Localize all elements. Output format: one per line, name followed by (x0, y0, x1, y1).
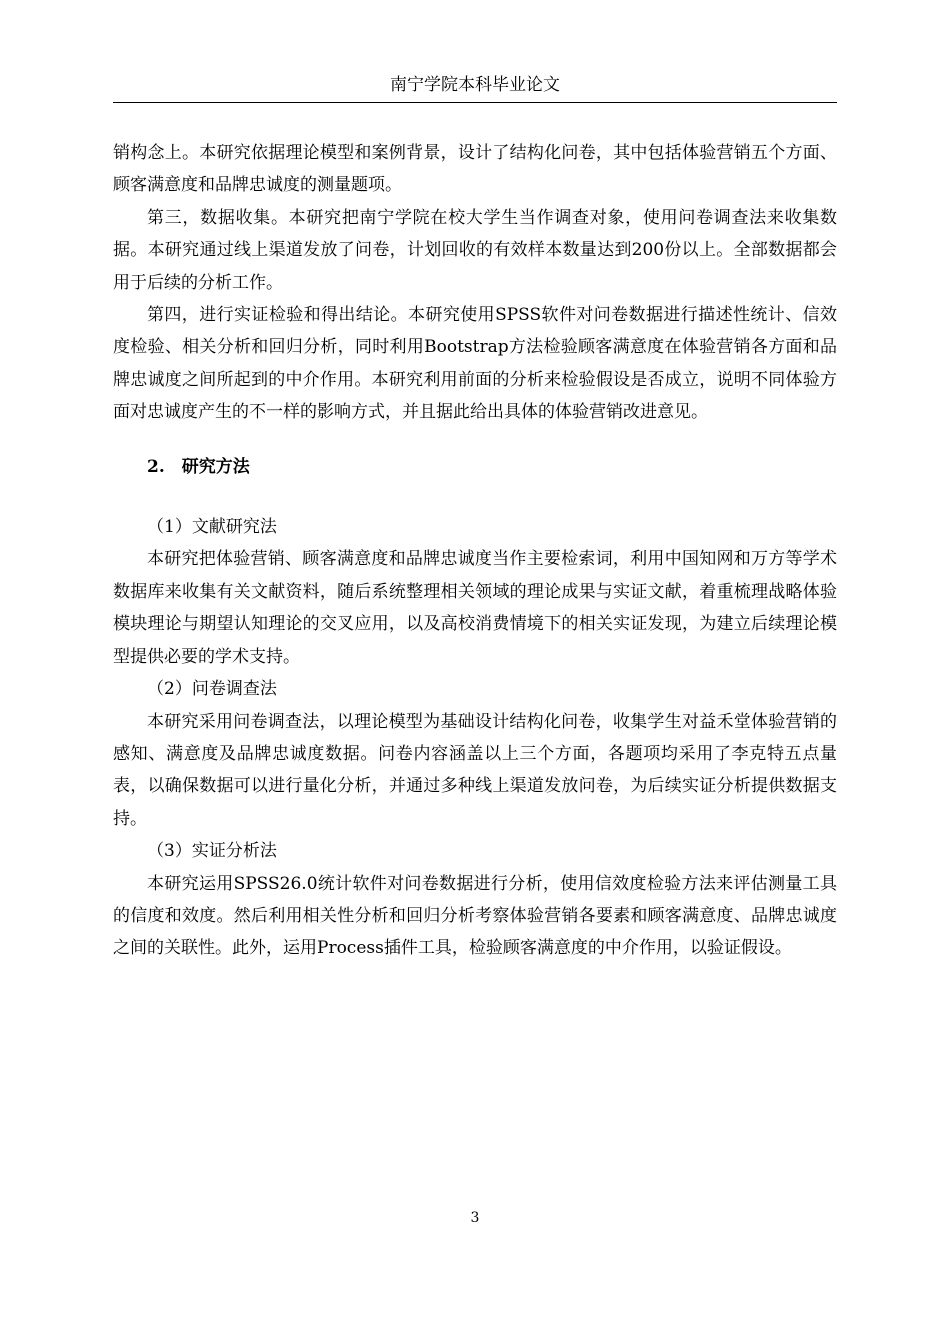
method-text-literature: 本研究把体验营销、顾客满意度和品牌忠诚度当作主要检索词，利用中国知网和万方等学术数据库来收集有关文献资料，随后系统整理相关领域的理论成果与实证文献，着重梳理战略体验模块理论与期望认知理论的交叉应用，以及高校消费情境下的相关实证发现，为建立后续理论模型提供必要的学术支持。 (113, 549, 837, 667)
header-rule (113, 102, 837, 103)
method-title-empirical: （3）实证分析法 (147, 841, 277, 862)
method-text-questionnaire: 本研究采用问卷调查法，以理论模型为基础设计结构化问卷，收集学生对益禾堂体验营销的感知、满意度及品牌忠诚度数据。问卷内容涵盖以上三个方面，各题项均采用了李克特五点量表，以确保数据可以进行量化分析，并通过多种线上渠道发放问卷，为后续实证分析提供数据支持。 (113, 711, 837, 829)
method-title-questionnaire: （2）问卷调查法 (147, 679, 277, 700)
page-header: 南宁学院本科毕业论文 (390, 75, 560, 95)
body-text (113, 137, 837, 965)
section-heading: 2. 研究方法 (147, 456, 250, 477)
method-title-literature: （1）文献研究法 (147, 517, 277, 538)
page-number: 3 (470, 1210, 480, 1226)
paragraph-continuation: 销构念上。本研究依据理论模型和案例背景，设计了结构化问卷，其中包括体验营销五个方面、顾客满意度和品牌忠诚度的测量题项。 (113, 143, 837, 196)
method-text-empirical: 本研究运用SPSS26.0统计软件对问卷数据进行分析，使用信效度检验方法来评估测量工具的信度和效度。然后利用相关性分析和回归分析考察体验营销各要素和顾客满意度、品牌忠诚度之间的关联性。此外，运用Process插件工具，检验顾客满意度的中介作用，以验证假设。 (113, 873, 837, 959)
paragraph-empirical-test: 第四，进行实证检验和得出结论。本研究使用SPSS软件对问卷数据进行描述性统计、信效度检验、相关分析和回归分析，同时利用Bootstrap方法检验顾客满意度在体验营销各方面和品牌忠诚度之间所起到的中介作用。本研究利用前面的分析来检验假设是否成立，说明不同体验方面对忠诚度产生的不一样的影响方式，并且据此给出具体的体验营销改进意见。 (113, 305, 837, 423)
paragraph-data-collection: 第三，数据收集。本研究把南宁学院在校大学生当作调查对象，使用问卷调查法来收集数据。本研究通过线上渠道发放了问卷，计划回收的有效样本数量达到200份以上。全部数据都会用于后续的分析工作。 (113, 207, 837, 293)
